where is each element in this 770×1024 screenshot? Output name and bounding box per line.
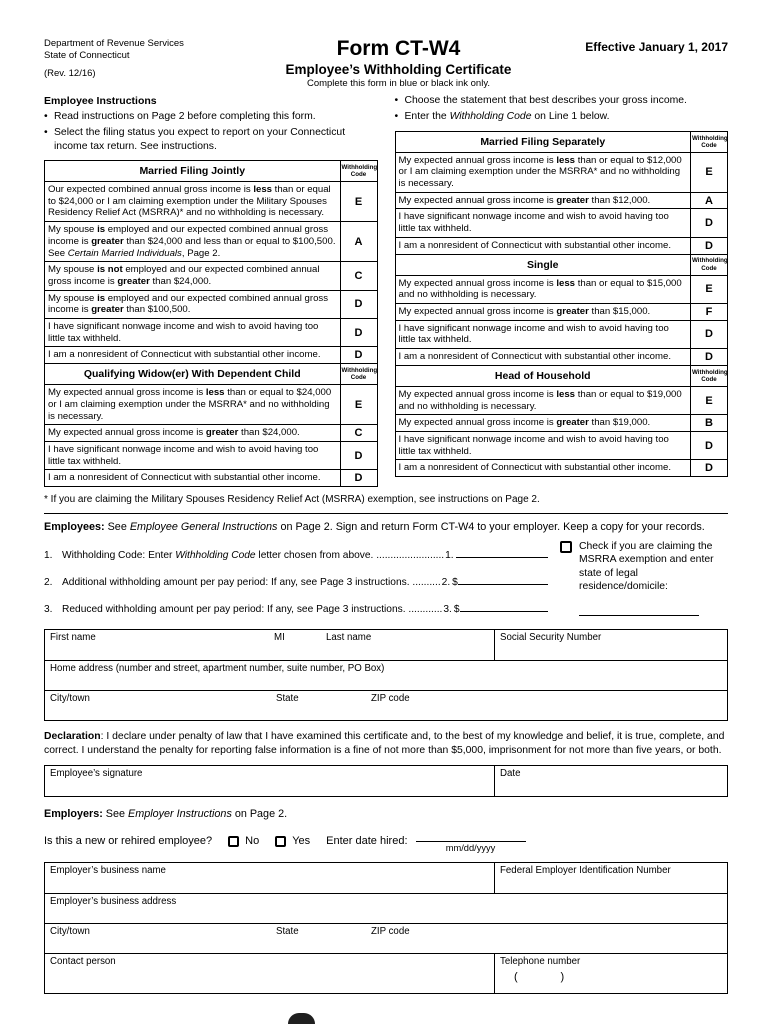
instruction-bullet: • Choose the statement that best describes your gross income. (395, 94, 729, 107)
ssn-label: Social Security Number (500, 632, 602, 644)
contact-person-field[interactable] (45, 954, 494, 993)
withholding-columns (44, 91, 728, 487)
withholding-statement: I have significant nonwage income and wish to avoid having too little tax withheld. (45, 319, 341, 347)
line-1-withholding-code (44, 546, 548, 561)
withholding-table-single (395, 254, 729, 366)
employee-info-box (44, 629, 728, 721)
line-number: 3. (44, 604, 53, 616)
form-subtitle: Employee’s Withholding Certificate (285, 62, 512, 78)
city-state-zip-row (45, 690, 727, 720)
withholding-code-value: D (340, 470, 377, 487)
telephone-field[interactable] (494, 954, 727, 993)
withholding-table-row (45, 181, 378, 221)
zip-field[interactable] (366, 691, 727, 720)
withholding-table-row (45, 425, 378, 442)
date-hired-label: Enter date hired: (326, 835, 408, 848)
employer-name-row (45, 863, 727, 893)
withholding-table-row (395, 152, 728, 192)
contact-row (45, 953, 727, 993)
withholding-code-value: D (691, 209, 728, 237)
yes-checkbox[interactable] (275, 836, 286, 847)
withholding-statement: I have significant nonwage income and wish to avoid having too little tax withheld. (45, 441, 341, 469)
employer-name-label: Employer’s business name (50, 864, 166, 876)
name-row (45, 630, 727, 660)
withholding-code-header: Withholding Code (691, 365, 728, 386)
instruction-bullet: • Enter the Withholding Code on Line 1 below. (395, 110, 729, 123)
withholding-statement: My expected annual gross income is greater than $19,000. (395, 415, 691, 432)
table-title: Married Filing Jointly (45, 160, 341, 181)
employers-instruction: Employers: See Employer Instructions on Page 2. (44, 807, 288, 820)
withholding-table-row (395, 320, 728, 348)
withholding-table-row (395, 275, 728, 303)
withholding-statement: My spouse is not employed and our expected combined annual gross income is greater than $24,000. (45, 262, 341, 290)
withholding-statement: My expected annual gross income is less than or equal to $12,000 or I am claiming exemption under the MSRRA* and no withholding is necessary. (395, 152, 691, 192)
withholding-code-value: E (340, 385, 377, 425)
withholding-table-qualifying-widower (44, 363, 378, 487)
last-name-label: Last name (326, 632, 372, 644)
no-checkbox[interactable] (228, 836, 239, 847)
declaration-text: Declaration: I declare under penalty of law that I have examined this certificate and, to the best of my knowledge and belief, it is true, complete, and correct. I understand the penalty for reporting false information is a fine of not more than $5,000, imprisonment for not more than five years, or both. (44, 731, 725, 757)
withholding-statement: Our expected combined annual gross income is less than or equal to $24,000 or I am claiming exemption under the Military Spouses Residency Relief Act (MSRRA)* and no withholding is necessary. (45, 181, 341, 221)
withholding-table-row (395, 209, 728, 237)
withholding-lines (44, 534, 560, 616)
withholding-statement: I have significant nonwage income and wish to avoid having too little tax withheld. (395, 320, 691, 348)
additional-withholding-input[interactable] (458, 573, 548, 585)
withholding-table-row (395, 237, 728, 254)
withholding-code-value: D (340, 290, 377, 318)
employer-zip-label: ZIP code (371, 925, 410, 937)
withholding-code-value: D (340, 441, 377, 469)
ink-note: Complete this form in blue or black ink only. (306, 78, 491, 90)
withholding-table-row (45, 290, 378, 318)
employee-instructions-left (44, 110, 378, 153)
withholding-code-input[interactable] (456, 546, 548, 558)
rehire-question: Is this a new or rehired employee? (44, 835, 213, 848)
employee-signature-field[interactable] (45, 766, 494, 796)
first-name-field[interactable] (45, 630, 269, 660)
fein-label: Federal Employer Identification Number (500, 864, 671, 876)
zip-label: ZIP code (371, 693, 410, 705)
withholding-code-value: D (691, 460, 728, 477)
agency-block (44, 38, 234, 80)
withholding-code-value: D (691, 349, 728, 366)
mi-label: MI (274, 632, 285, 644)
withholding-code-value: D (340, 347, 377, 364)
no-label: No (245, 835, 260, 848)
employer-address-row (45, 893, 727, 923)
withholding-code-value: E (340, 181, 377, 221)
dollar-prefix: $ (453, 604, 460, 616)
withholding-table-row (45, 441, 378, 469)
instruction-bullet: • Select the filing status you expect to report on your Connecticut income tax return. See instructions. (44, 126, 378, 153)
signature-box (44, 765, 728, 797)
withholding-code-value: A (691, 192, 728, 209)
withholding-statement: I am a nonresident of Connecticut with substantial other income. (45, 347, 341, 364)
home-address-field[interactable] (45, 661, 727, 690)
withholding-statement: My expected annual gross income is less than or equal to $15,000 and no withholding is necessary. (395, 275, 691, 303)
withholding-table-row (395, 415, 728, 432)
date-format-hint: mm/dd/yyyy (445, 842, 496, 853)
line-ref: 3. (443, 604, 452, 616)
withholding-table-row (395, 460, 728, 477)
msrra-claim-label: Check if you are claiming the MSRRA exemption and enter state of legal residence/domicile: (579, 541, 714, 592)
withholding-table-head-of-household (395, 365, 729, 477)
agency-name: Department of Revenue Services (44, 38, 184, 49)
withholding-statement: My expected annual gross income is less than or equal to $24,000 or I am claiming exemption under the MSRRA* and no withholding is necessary. (45, 385, 341, 425)
instruction-bullet: • Read instructions on Page 2 before completing this form. (44, 110, 378, 123)
right-column (395, 91, 729, 477)
withholding-table-row (45, 470, 378, 487)
line-ref: 1. (445, 550, 454, 562)
withholding-statement: My spouse is employed and our expected combined annual gross income is greater than $100,500. (45, 290, 341, 318)
withholding-code-value: A (340, 222, 377, 262)
withholding-statement: My expected annual gross income is greater than $24,000. (45, 425, 341, 442)
city-field[interactable] (45, 691, 271, 720)
line-text: Reduced withholding amount per pay period: If any, see Page 3 instructions. ............ (62, 604, 443, 616)
withholding-table-married-filing-separately (395, 131, 729, 255)
withholding-statement: I am a nonresident of Connecticut with substantial other income. (395, 460, 691, 477)
employees-instruction: Employees: See Employee General Instructions on Page 2. Sign and return Form CT-W4 to your employer. Keep a copy for your records. (44, 521, 705, 534)
scan-artifact (288, 1013, 315, 1024)
withholding-code-value: E (691, 152, 728, 192)
withholding-entry-section (44, 534, 728, 616)
withholding-table-row (45, 319, 378, 347)
withholding-table-row (45, 262, 378, 290)
withholding-code-value: F (691, 304, 728, 321)
employer-city-state-zip-row (45, 923, 727, 953)
employer-city-label: City/town (50, 925, 90, 937)
telephone-label: Telephone number (500, 955, 581, 967)
table-title: Single (395, 254, 691, 275)
employer-address-label: Employer’s business address (50, 895, 177, 907)
line-text: Additional withholding amount per pay period: If any, see Page 3 instructions. .......... (62, 577, 441, 589)
employee-signature-label: Employee’s signature (50, 767, 143, 779)
employer-city-field[interactable] (45, 924, 271, 953)
withholding-code-value: D (691, 237, 728, 254)
withholding-statement: I am a nonresident of Connecticut with substantial other income. (45, 470, 341, 487)
withholding-table-row (395, 386, 728, 414)
line-3-reduced-withholding (44, 600, 548, 615)
fein-field[interactable] (494, 863, 727, 893)
employer-info-box (44, 862, 728, 994)
date-hired-input[interactable] (416, 830, 526, 842)
reduced-withholding-input[interactable] (460, 600, 548, 612)
withholding-code-header: Withholding Code (340, 364, 377, 385)
rehire-question-row (44, 830, 728, 853)
home-address-row (45, 660, 727, 690)
withholding-statement: My expected annual gross income is greater than $15,000. (395, 304, 691, 321)
line-ref: 2. (441, 577, 451, 589)
table-title: Qualifying Widow(er) With Dependent Child (45, 364, 341, 385)
agency-state: State of Connecticut (44, 50, 130, 62)
employee-instructions-heading: Employee Instructions (44, 95, 157, 108)
withholding-statement: My expected annual gross income is greater than $12,000. (395, 192, 691, 209)
withholding-statement: My spouse is employed and our expected combined annual gross income is greater than $24,000 and less than or equal to $100,500. See Certain Married Individuals, Page 2. (45, 222, 341, 262)
withholding-statement: I am a nonresident of Connecticut with substantial other income. (395, 237, 691, 254)
left-column (44, 91, 378, 487)
withholding-table-row (45, 347, 378, 364)
line-number: 2. (44, 577, 53, 589)
withholding-table-row (45, 385, 378, 425)
first-name-label: First name (50, 632, 96, 644)
withholding-code-value: D (691, 320, 728, 348)
employer-state-label: State (276, 925, 299, 937)
effective-date: Effective January 1, 2017 (585, 40, 728, 54)
withholding-code-value: C (340, 425, 377, 442)
withholding-code-header: Withholding Code (340, 160, 377, 181)
mi-field[interactable] (269, 630, 321, 660)
signature-date-field[interactable] (494, 766, 727, 796)
withholding-statement: My expected annual gross income is less than or equal to $19,000 and no withholding is necessary. (395, 386, 691, 414)
ssn-field[interactable] (494, 630, 727, 660)
form-header (44, 38, 728, 89)
contact-person-label: Contact person (50, 955, 116, 967)
withholding-code-value: E (691, 275, 728, 303)
table-title: Married Filing Separately (395, 131, 691, 152)
line-text: Withholding Code: Enter Withholding Code letter chosen from above. ........................ (62, 550, 445, 562)
withholding-code-value: C (340, 262, 377, 290)
city-label: City/town (50, 693, 90, 705)
yes-label: Yes (292, 835, 311, 848)
table-title: Head of Household (395, 365, 691, 386)
home-address-label: Home address (number and street, apartment number, suite number, PO Box) (50, 663, 385, 675)
withholding-code-value: D (691, 431, 728, 459)
revision-label: (Rev. 12/16) (44, 67, 96, 79)
withholding-table-married-filing-jointly (44, 160, 378, 364)
withholding-statement: I am a nonresident of Connecticut with substantial other income. (395, 349, 691, 366)
signature-date-label: Date (500, 767, 521, 779)
withholding-code-header: Withholding Code (691, 131, 728, 152)
employee-instructions-right (395, 94, 729, 124)
state-label: State (276, 693, 299, 705)
withholding-code-header: Withholding Code (691, 254, 728, 275)
withholding-table-row (395, 349, 728, 366)
withholding-statement: I have significant nonwage income and wish to avoid having too little tax withheld. (395, 209, 691, 237)
employer-zip-field[interactable] (366, 924, 727, 953)
withholding-statement: I have significant nonwage income and wish to avoid having too little tax withheld. (395, 431, 691, 459)
msrra-claim-block (560, 540, 728, 616)
withholding-table-row (395, 192, 728, 209)
msrra-footnote: * If you are claiming the Military Spouses Residency Relief Act (MSRRA) exemption, see instructions on Page 2. (44, 494, 540, 506)
signature-row (45, 766, 727, 796)
title-block (234, 38, 563, 89)
state-field[interactable] (271, 691, 366, 720)
msrra-checkbox[interactable] (560, 541, 572, 553)
withholding-table-row (395, 304, 728, 321)
withholding-table-row (45, 222, 378, 262)
withholding-code-value: D (340, 319, 377, 347)
last-name-field[interactable] (321, 630, 494, 660)
line-2-additional-withholding (44, 573, 548, 588)
withholding-code-value: B (691, 415, 728, 432)
employer-state-field[interactable] (271, 924, 366, 953)
residence-domicile-input[interactable] (579, 604, 699, 616)
withholding-code-value: E (691, 386, 728, 414)
employer-name-field[interactable] (45, 863, 494, 893)
form-title: Form CT-W4 (336, 37, 461, 60)
dollar-prefix: $ (452, 577, 458, 589)
line-number: 1. (44, 550, 53, 562)
withholding-table-row (395, 431, 728, 459)
section-divider (44, 513, 728, 514)
telephone-parens: ( ) (514, 970, 565, 983)
employer-address-field[interactable] (45, 894, 727, 923)
